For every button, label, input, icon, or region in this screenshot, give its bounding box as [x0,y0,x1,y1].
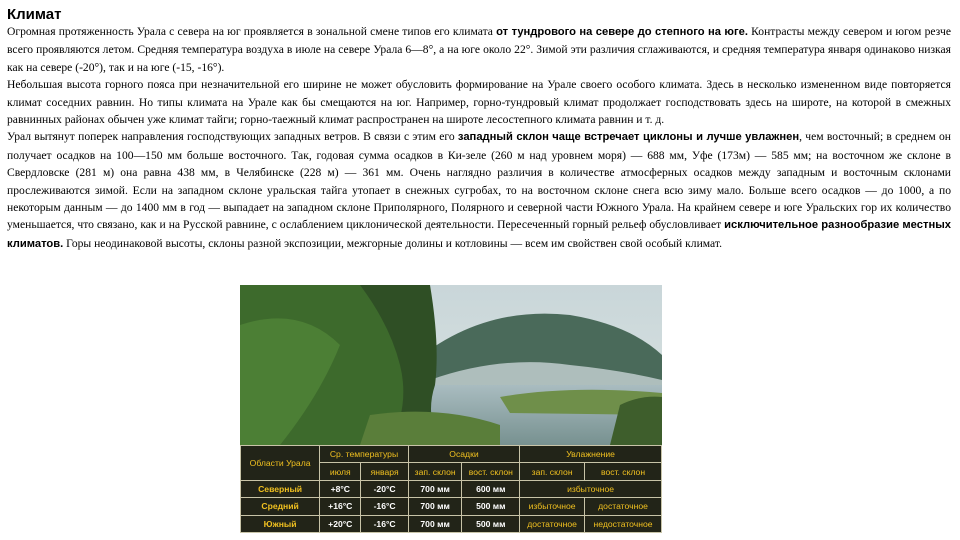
row-region: Южный [241,515,320,532]
header-jan: января [361,463,408,480]
header-precip-west: зап. склон [408,463,462,480]
paragraph-1 [7,23,951,76]
row-moist-west: достаточное [520,515,585,532]
p3-bold-2: исключительное разнообразие местных климатов. [7,219,951,250]
p1-bold: от тундрового на севере до степного на юге. [496,26,748,38]
header-precip-east: вост. склон [462,463,520,480]
row-moist-west: избыточное [520,498,585,515]
header-moist-east: вост. склон [585,463,662,480]
row-moist-east: недостаточное [585,515,662,532]
row-west: 700 мм [408,480,462,497]
climate-table [240,445,662,533]
row-east: 500 мм [462,498,520,515]
header-region: Области Урала [241,446,320,481]
header-moist-west: зап. склон [520,463,585,480]
row-moist: избыточное [520,480,662,497]
header-july: июля [320,463,361,480]
p3-text-a: Урал вытянут поперек направления господствующих западных ветров. В связи с этим его [7,130,458,144]
row-jan: -20°С [361,480,408,497]
row-west: 700 мм [408,498,462,515]
body-text [7,23,951,253]
landscape-photo [240,285,662,533]
header-precip: Осадки [408,446,519,463]
row-west: 700 мм [408,515,462,532]
row-east: 600 мм [462,480,520,497]
p1-text-a: Огромная протяженность Урала с севера на юг проявляется в зональной смене типов его климата [7,25,497,38]
paragraph-3 [7,128,951,253]
row-moist-east: достаточное [585,498,662,515]
paragraph-2: Небольшая высота горного пояса при незначительной его ширине не может обусловить формирование на Урале своего особого климата. Здесь в несколько измененном виде повторяется климат соседних равнин. Но типы климата на Урале как бы смещаются на юг. Например, горно-тундровый климат продолжает господствовать здесь на широте, на которой в смежных равнинных районах обычен уже климат тайги; горно-таежный климат распространен на широте лесостепного климата равнин и т. д. [7,78,951,127]
table-row [241,515,662,532]
p3-bold-1: западный склон чаще встречает циклоны и лучше увлажнен [457,131,800,144]
slide-title: Климат [7,6,62,23]
table-row [241,480,662,497]
row-july: +16°С [320,498,361,515]
row-july: +20°С [320,515,361,532]
row-east: 500 мм [462,515,520,532]
header-moist: Увлажнение [520,446,662,463]
header-temp: Ср. температуры [320,446,409,463]
row-july: +8°С [320,480,361,497]
p1-text-c: Контрасты между севером и югом резче всего проявляются летом. Средняя температура воздуха в июле на севере Урала 6—8°, а на юге около 22°. Зимой эти различия сглаживаются, и средняя температура января одинаково низкая как на севере (-20°), так и на юге (-15, -16°). [7,25,951,74]
p3-text-c: , чем восточный; в среднем он получает осадков на 100—150 мм больше восточного. Так, годовая сумма осадков в Ки-зеле (260 м над уровнем моря) — 688 мм, Уфе (173м) — 585 мм; на восточном же склоне в Свердловске (281 м) она равна 438 мм, в Челябинске (228 м) — 361 мм. Очень наглядно различия в количестве атмосферных осадков между западным и восточным склонами прослеживаются зимой. Если на западном склоне уральская тайга утопает в снежных сугробах, то на восточном склоне снега всю зиму мало. Больше всего осадков — до 1000, а по некоторым данным — до 1400 мм в год — выпадает на западном склоне Приполярного, Полярного и северной части Южного Урала. На крайнем севере и юге Уральских гор их количество уменьшается, что связано, как и на Русской равнине, с ослаблением циклонической деятельности. Пересеченный горный рельеф обусловливает [7,130,951,232]
row-jan: -16°С [361,498,408,515]
row-jan: -16°С [361,515,408,532]
table-row [241,498,662,515]
row-region: Средний [241,498,320,515]
row-region: Северный [241,480,320,497]
p3-text-e: Горы неодинаковой высоты, склоны разной экспозиции, межгорные долины и котловины — всем им свойствен свой особый климат. [63,236,722,250]
